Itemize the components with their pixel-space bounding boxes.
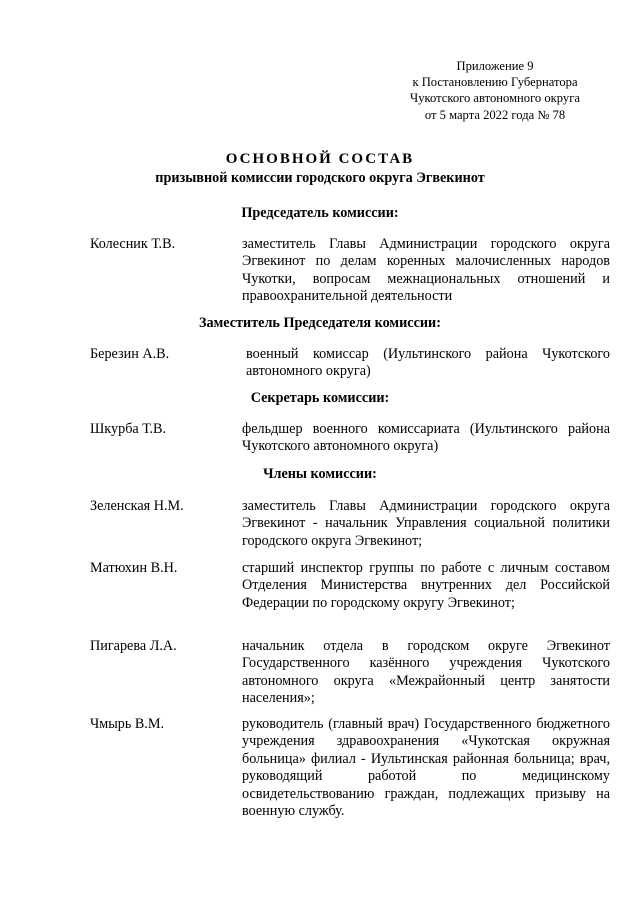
- member-position: заместитель Главы Администрации городского округа Эгвекинот - начальник Управления социальной политики городского округа Эгвекинот;: [242, 498, 610, 549]
- deputy-position: военный комиссар (Иультинского района Чукотского автономного округа): [246, 346, 610, 380]
- appendix-line-4: от 5 марта 2022 года № 78: [424, 107, 566, 122]
- member-name: Зеленская Н.М.: [90, 498, 184, 514]
- member-name: Пигарева Л.А.: [90, 638, 177, 654]
- secretary-name: Шкурба Т.В.: [90, 421, 167, 437]
- member-position: руководитель (главный врач) Государственного бюджетного учреждения здравоохранения «Чукотская окружная больница» филиал - Иультинская районная больница; врач, руководящий работой по медицинскому освидетельствованию граждан, подлежащих призыву на военную службу.: [242, 716, 610, 820]
- member-name: Матюхин В.Н.: [90, 560, 178, 576]
- deputy-name: Березин А.В.: [90, 346, 170, 362]
- appendix-header: [395, 58, 595, 123]
- chairman-position: заместитель Главы Администрации городского округа Эгвекинот по делам коренных малочисленных народов Чукотки, вопросам межнациональных отношений и правоохранительной деятельности: [242, 236, 610, 305]
- members-heading: Члены комиссии:: [263, 466, 377, 482]
- appendix-line-2: к Постановлению Губернатора: [412, 75, 578, 90]
- document-title: [0, 150, 640, 187]
- member-position: старший инспектор группы по работе с личным составом Отделения Министерства внутренних дел Российской Федерации по городскому округу Эгвекинот;: [242, 560, 610, 611]
- appendix-line-3: Чукотского автономного округа: [410, 91, 580, 106]
- deputy-heading: Заместитель Председателя комиссии:: [199, 315, 441, 331]
- appendix-line-1: Приложение 9: [456, 59, 534, 73]
- member-position: начальник отдела в городском округе Эгвекинот Государственного казённого учреждения Чукотского автономного округа «Межрайонный центр занятости населения»;: [242, 638, 610, 707]
- secretary-heading: Секретарь комиссии:: [250, 390, 390, 406]
- secretary-position: фельдшер военного комиссариата (Иультинского района Чукотского автономного округа): [242, 421, 610, 455]
- title-subtitle: призывной комиссии городского округа Эгвекинот: [155, 170, 485, 186]
- title-main: ОСНОВНОЙ СОСТАВ: [225, 151, 415, 167]
- member-name: Чмырь В.М.: [90, 716, 165, 732]
- chairman-heading: Председатель комиссии:: [241, 205, 399, 221]
- chairman-name: Колесник Т.В.: [90, 236, 176, 252]
